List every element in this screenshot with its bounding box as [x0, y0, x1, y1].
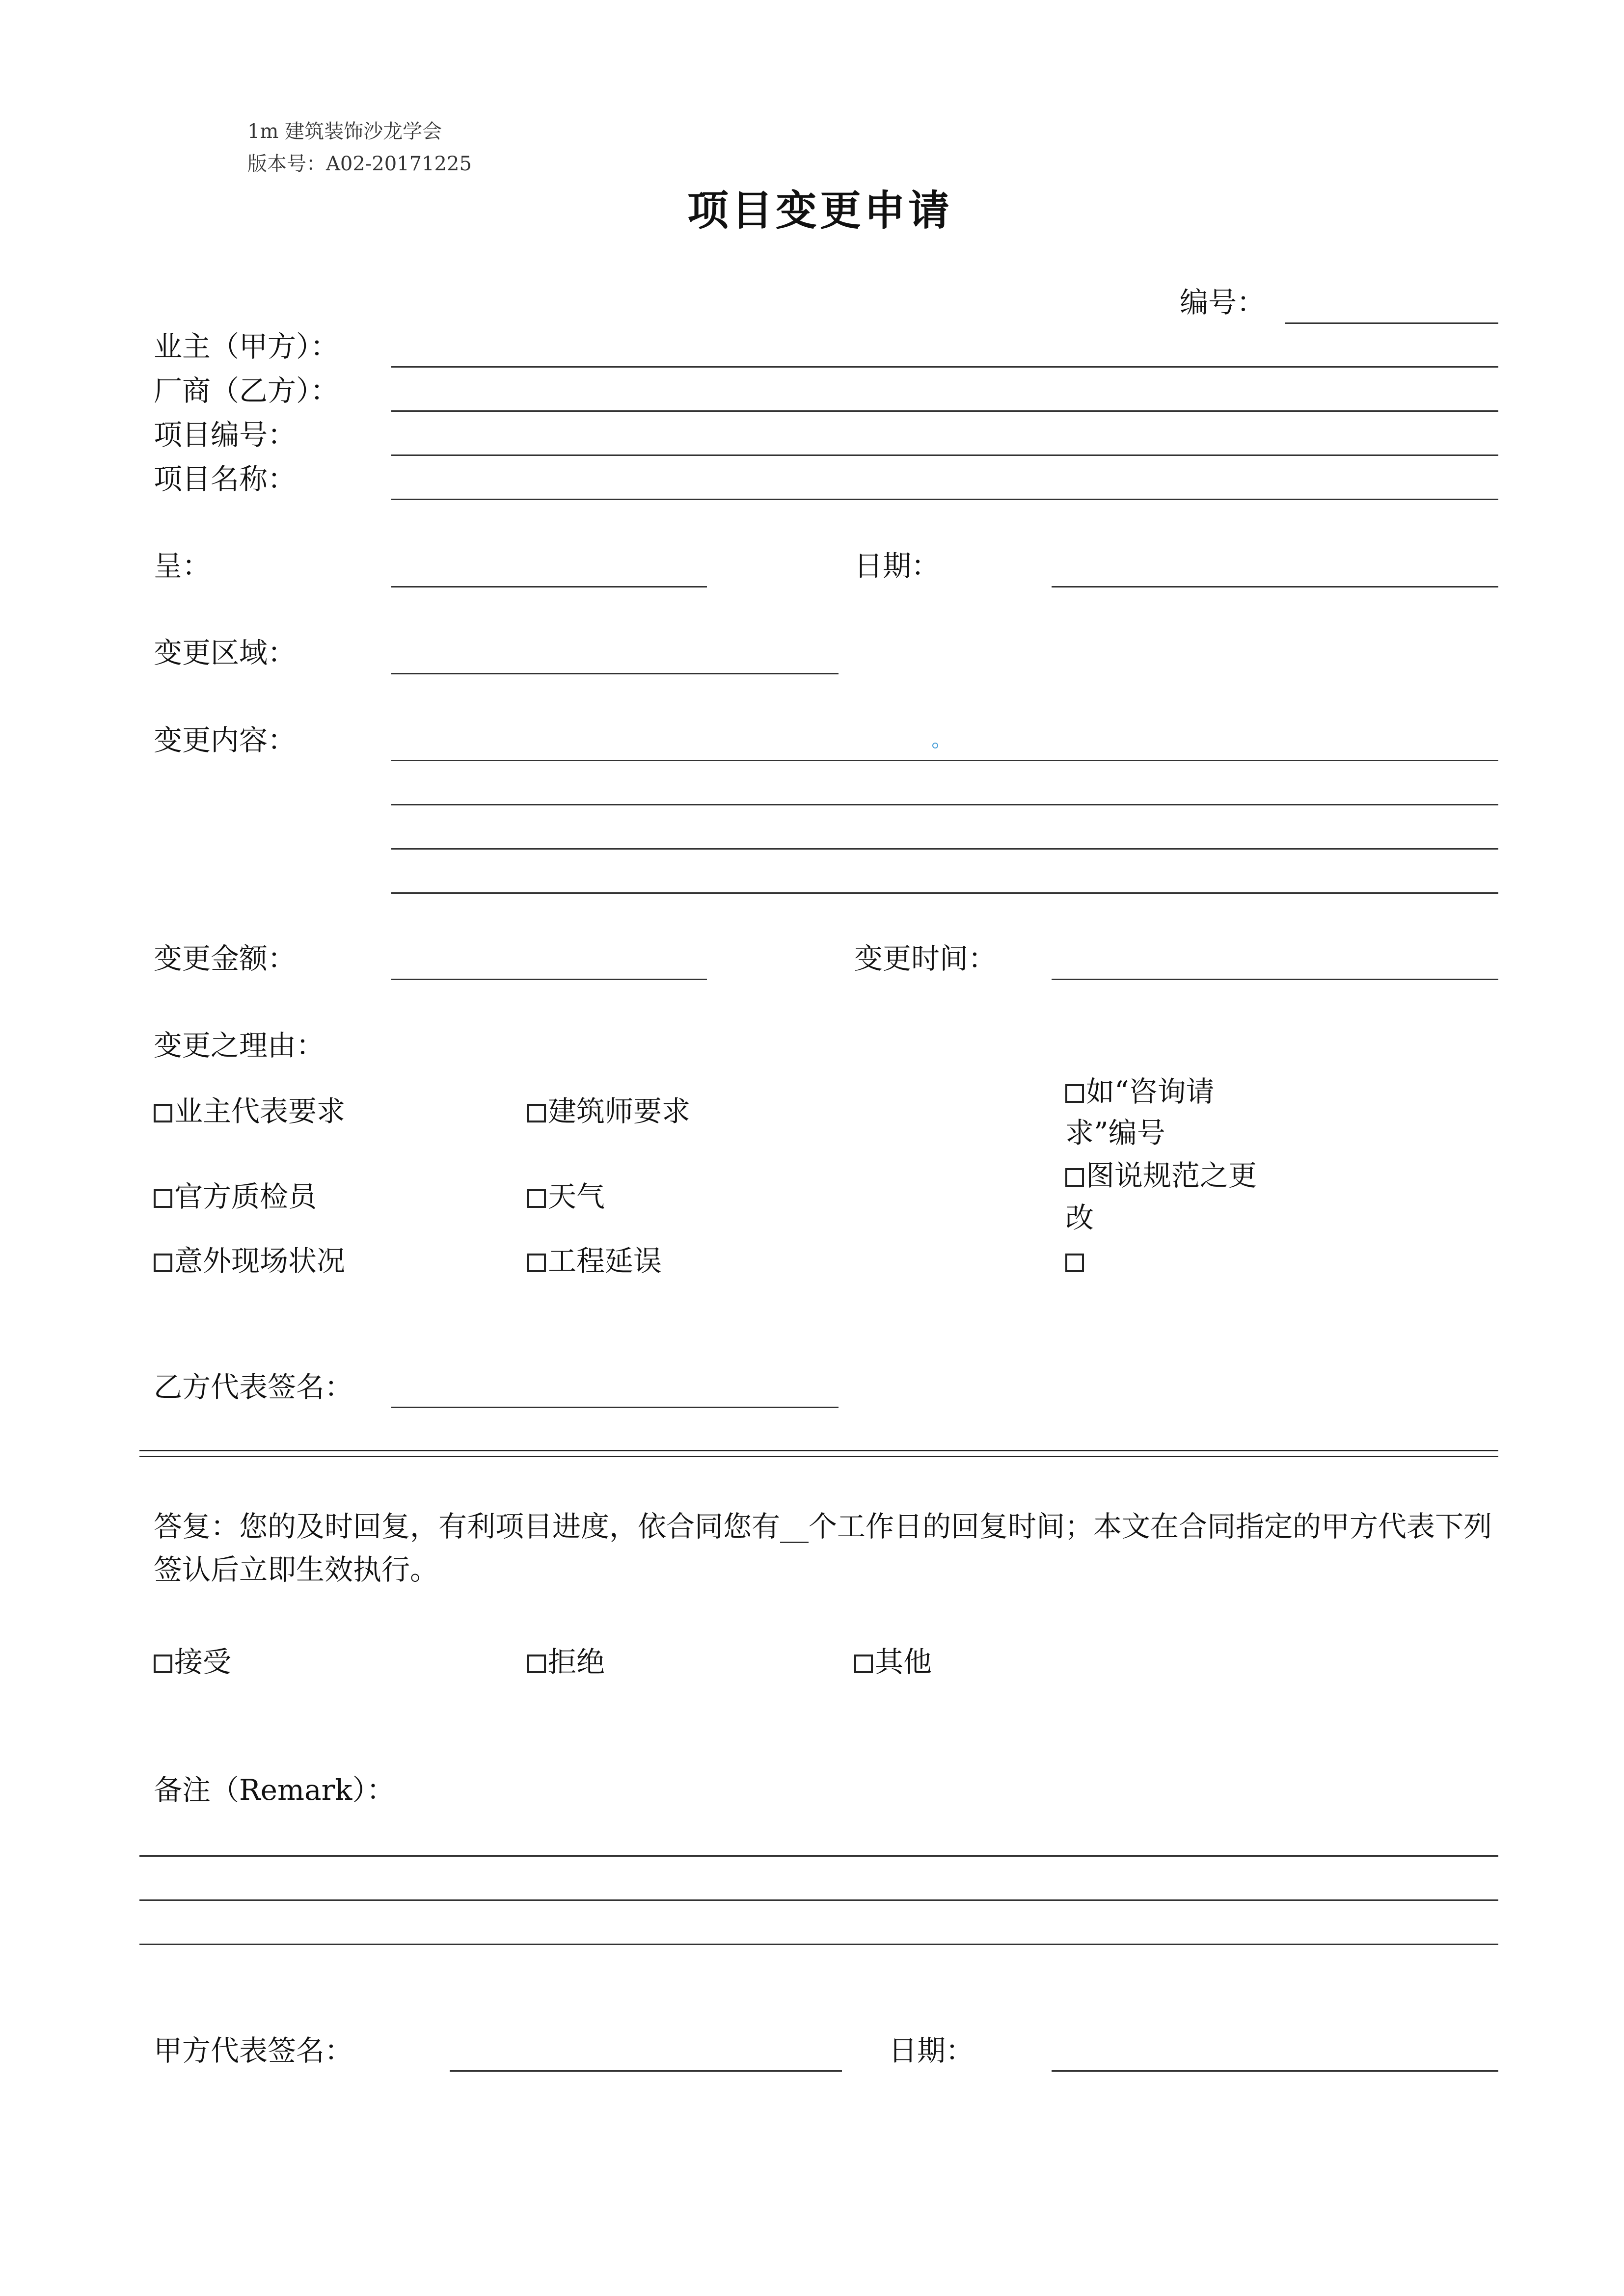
reason-inspector-option[interactable] — [154, 1177, 317, 1216]
party-a-signature-label: 甲方代表签名： — [154, 2034, 353, 2067]
party-b-signature-label: 乙方代表签名： — [154, 1370, 353, 1404]
change-time-label: 变更时间： — [854, 942, 997, 975]
org-name: 1m 建筑装饰沙龙学会 — [247, 120, 442, 143]
reply-reject-option[interactable] — [527, 1642, 605, 1682]
checkbox-icon[interactable] — [854, 1655, 873, 1673]
reason-spec-change-label: 图说规范之更改 — [1065, 1159, 1257, 1234]
vendor-field[interactable] — [391, 410, 1498, 412]
page-title: 项目变更申请 — [687, 186, 953, 235]
change-area-label: 变更区域： — [154, 636, 297, 669]
checkbox-icon[interactable] — [154, 1104, 172, 1122]
checkbox-icon[interactable] — [527, 1189, 546, 1208]
reply-accept-label: 接受 — [174, 1645, 232, 1679]
remark-line-3[interactable] — [139, 1944, 1498, 1945]
party-a-signature-field[interactable] — [450, 2070, 842, 2072]
separator-top — [139, 1450, 1498, 1451]
reason-weather-label: 天气 — [548, 1180, 605, 1213]
date-field[interactable] — [1052, 586, 1498, 587]
reason-site-label: 意外现场状况 — [174, 1244, 346, 1278]
party-b-signature-field[interactable] — [391, 1407, 839, 1408]
submit-to-field[interactable] — [391, 586, 707, 587]
change-time-field[interactable] — [1052, 979, 1498, 980]
reply-other-label: 其他 — [875, 1645, 932, 1679]
reply-other-option[interactable] — [854, 1642, 932, 1682]
number-label: 编号： — [1180, 286, 1266, 319]
remark-line-1[interactable] — [139, 1855, 1498, 1857]
reason-consult-option[interactable] — [1065, 1071, 1267, 1153]
change-content-line-2[interactable] — [391, 804, 1498, 805]
project-number-label: 项目编号： — [154, 418, 297, 452]
checkbox-icon[interactable] — [527, 1254, 546, 1272]
checkbox-icon[interactable] — [527, 1655, 546, 1673]
checkbox-icon[interactable] — [154, 1655, 172, 1673]
change-content-line-1[interactable] — [391, 760, 1498, 761]
number-field[interactable] — [1285, 322, 1498, 324]
reason-owner-rep-label: 业主代表要求 — [174, 1095, 346, 1128]
checkbox-icon[interactable] — [1065, 1168, 1084, 1187]
reason-consult-label: 如“咨询请求”编号 — [1065, 1075, 1215, 1149]
project-number-field[interactable] — [391, 454, 1498, 456]
date-label: 日期： — [854, 549, 940, 583]
reason-owner-rep-option[interactable] — [154, 1092, 345, 1131]
change-content-line-4[interactable] — [391, 892, 1498, 894]
reason-spec-change-option[interactable] — [1065, 1154, 1267, 1239]
reason-weather-option[interactable] — [527, 1177, 605, 1216]
cursor-marker — [932, 743, 938, 748]
reply-reject-label: 拒绝 — [548, 1645, 605, 1679]
remark-label: 备注（Remark）： — [154, 1773, 395, 1807]
vendor-label: 厂商（乙方）： — [154, 374, 339, 407]
reply-text: 答复：您的及时回复，有利项目进度，依合同您有__个工作日的回复时间；本文在合同指定的甲方代表下列签认后立即生效执行。 — [154, 1510, 1492, 1586]
project-name-label: 项目名称： — [154, 462, 297, 496]
change-amount-field[interactable] — [391, 979, 707, 980]
reason-architect-option[interactable] — [527, 1092, 690, 1131]
change-content-line-3[interactable] — [391, 848, 1498, 850]
separator-bottom — [139, 1456, 1498, 1457]
party-a-date-label: 日期： — [889, 2034, 974, 2067]
reason-architect-label: 建筑师要求 — [548, 1095, 691, 1128]
owner-label: 业主（甲方）： — [154, 330, 339, 363]
reply-accept-option[interactable] — [154, 1642, 231, 1682]
reason-blank-option[interactable] — [1065, 1241, 1086, 1281]
change-area-field[interactable] — [391, 673, 839, 674]
reason-heading: 变更之理由： — [154, 1029, 325, 1062]
checkbox-icon[interactable] — [1065, 1084, 1084, 1103]
checkbox-icon[interactable] — [527, 1104, 546, 1122]
party-a-date-field[interactable] — [1052, 2070, 1498, 2072]
reason-inspector-label: 官方质检员 — [174, 1180, 317, 1213]
submit-to-label: 呈： — [154, 549, 211, 583]
change-amount-label: 变更金额： — [154, 942, 297, 975]
checkbox-icon[interactable] — [154, 1254, 172, 1272]
reason-delay-label: 工程延误 — [548, 1244, 662, 1278]
project-name-field[interactable] — [391, 499, 1498, 500]
reason-delay-option[interactable] — [527, 1241, 662, 1281]
remark-line-2[interactable] — [139, 1899, 1498, 1901]
owner-field[interactable] — [391, 366, 1498, 368]
checkbox-icon[interactable] — [1065, 1254, 1084, 1272]
change-content-label: 变更内容： — [154, 723, 297, 757]
checkbox-icon[interactable] — [154, 1189, 172, 1208]
reason-site-option[interactable] — [154, 1241, 345, 1281]
version-number: 版本号：A02-20171225 — [247, 153, 472, 175]
